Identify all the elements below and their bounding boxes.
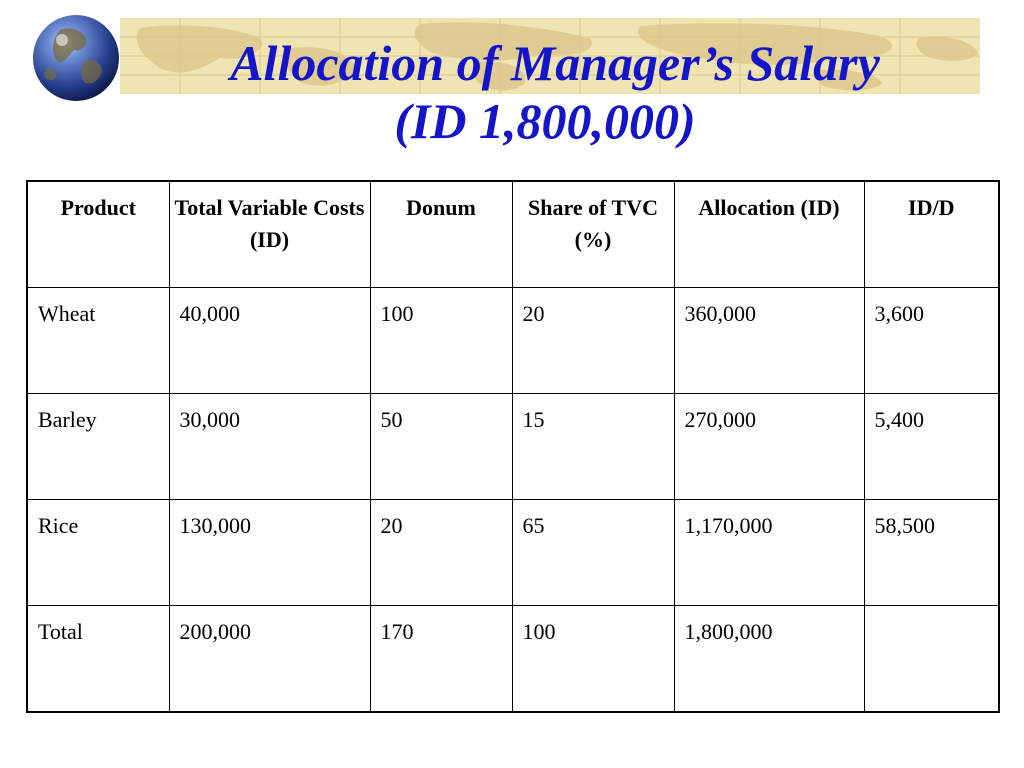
cell-total-variable-costs: 200,000	[169, 606, 370, 713]
cell-product: Barley	[27, 394, 169, 500]
header-product: Product	[27, 181, 169, 288]
cell-allocation: 1,170,000	[674, 500, 864, 606]
cell-donum: 20	[370, 500, 512, 606]
cell-id-per-donum: 5,400	[864, 394, 999, 500]
cell-allocation: 360,000	[674, 288, 864, 394]
cell-product: Rice	[27, 500, 169, 606]
table-row	[27, 394, 999, 500]
header-donum: Donum	[370, 181, 512, 288]
table-row	[27, 500, 999, 606]
cell-total-variable-costs: 30,000	[169, 394, 370, 500]
cell-donum: 170	[370, 606, 512, 713]
cell-donum: 50	[370, 394, 512, 500]
cell-id-per-donum	[864, 606, 999, 713]
salary-allocation-table	[26, 180, 1000, 713]
cell-total-variable-costs: 40,000	[169, 288, 370, 394]
table-row	[27, 288, 999, 394]
title-line-1: Allocation of Manager’s Salary	[230, 35, 880, 91]
cell-id-per-donum: 58,500	[864, 500, 999, 606]
header-total-variable-costs: Total Variable Costs (ID)	[169, 181, 370, 288]
cell-donum: 100	[370, 288, 512, 394]
header-share-of-tvc: Share of TVC (%)	[512, 181, 674, 288]
cell-share-of-tvc: 65	[512, 500, 674, 606]
table-header-row	[27, 181, 999, 288]
cell-total-variable-costs: 130,000	[169, 500, 370, 606]
cell-share-of-tvc: 100	[512, 606, 674, 713]
table-row-total	[27, 606, 999, 713]
cell-share-of-tvc: 15	[512, 394, 674, 500]
cell-allocation: 270,000	[674, 394, 864, 500]
header-allocation: Allocation (ID)	[674, 181, 864, 288]
title-line-2: (ID 1,800,000)	[394, 93, 696, 149]
cell-allocation: 1,800,000	[674, 606, 864, 713]
header-id-per-donum: ID/D	[864, 181, 999, 288]
cell-product: Wheat	[27, 288, 169, 394]
page-title	[100, 34, 1010, 150]
cell-product: Total	[27, 606, 169, 713]
cell-id-per-donum: 3,600	[864, 288, 999, 394]
cell-share-of-tvc: 20	[512, 288, 674, 394]
